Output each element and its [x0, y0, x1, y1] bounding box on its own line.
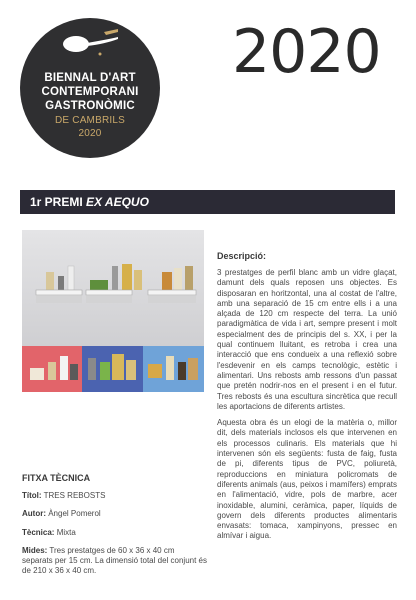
- field-label: Tècnica:: [22, 527, 55, 537]
- field-value: Mixta: [54, 527, 76, 537]
- field-label: Títol:: [22, 491, 42, 500]
- field-value: Tres prestatges de 60 x 36 x 40 cm separats per 15 cm. La dimensió total del conjunt és de 210 x 36 x 40 cm.: [22, 545, 207, 576]
- description-heading: Descripció:: [217, 251, 267, 261]
- description-section: [217, 251, 397, 542]
- edition-year: 2020: [232, 17, 381, 87]
- field-label: Mides:: [22, 545, 48, 555]
- technical-row-title: [22, 491, 207, 501]
- logo-text-line-5: 2020: [78, 128, 102, 139]
- field-label: Autor:: [22, 509, 46, 519]
- technical-row-author: [22, 509, 207, 519]
- logo-text-line-2: CONTEMPORANI: [41, 86, 139, 98]
- field-value: Àngel Pomerol: [46, 509, 101, 519]
- description-paragraph: 3 prestatges de perfil blanc amb un vidre glaçat, damunt dels quals reposen uns objectes. Es disposaran en horitzontal, una al costat de l'altre, amb una separació de 15 cm entre ells i a una alçada de 120 cm respecte del terra. La unió paradigmàtica de vida i art, sempre present i molt especialment des de principis del s. XX, i per la qual continuem lluitant, es retroba i crea una interacció que ens condueix a una reflexió sobre l'esdevenir en els camps tecnològic, estètic i alimentari. Uns rebosts amb ressons d'un passat que pretén nodrir-nos en el present i en el futur. Tres rebosts és una escultura sincrètica que recull les aportacions de diferents artistes.: [217, 268, 397, 411]
- biennal-logo: [20, 18, 160, 158]
- artwork-illustration: [22, 230, 204, 392]
- technical-row-technique: [22, 528, 207, 538]
- technical-sheet-heading: FITXA TÈCNICA: [22, 473, 91, 483]
- artwork-photo: [22, 230, 204, 392]
- award-prefix: 1r PREMI: [30, 195, 83, 209]
- logo-text-line-1: BIENNAL D'ART: [44, 72, 136, 84]
- spoon-brush-icon: [60, 28, 120, 68]
- technical-row-dimensions: [22, 546, 207, 577]
- technical-sheet: [22, 473, 207, 585]
- logo-text-line-4: DE CAMBRILS: [55, 115, 125, 126]
- logo-text-line-3: GASTRONÒMIC: [45, 100, 135, 112]
- field-value: TRES REBOSTS: [41, 491, 106, 500]
- award-banner: [20, 190, 395, 214]
- description-paragraph: Aquesta obra és un elogi de la matèria o, millor dit, dels materials inclosos els que intervenen en els processos culinaris. Els materials que hi intervenen són els següents: fusta de faig, fusta de pi, diferents tipus de PVC, poliuretà, reproduccions en miniatura policromats de diferents animals (aus, peixos i mamífers) emprats en l'alimentació, vidre, pols de marbre, acer inoxidable, alumini, ceràmica, paper, líquids de govern dels diferents productes alimentaris envasats: tomaca, xampinyons, pressec en almívar i aigua.: [217, 418, 397, 541]
- award-emphasis: EX AEQUO: [86, 195, 149, 209]
